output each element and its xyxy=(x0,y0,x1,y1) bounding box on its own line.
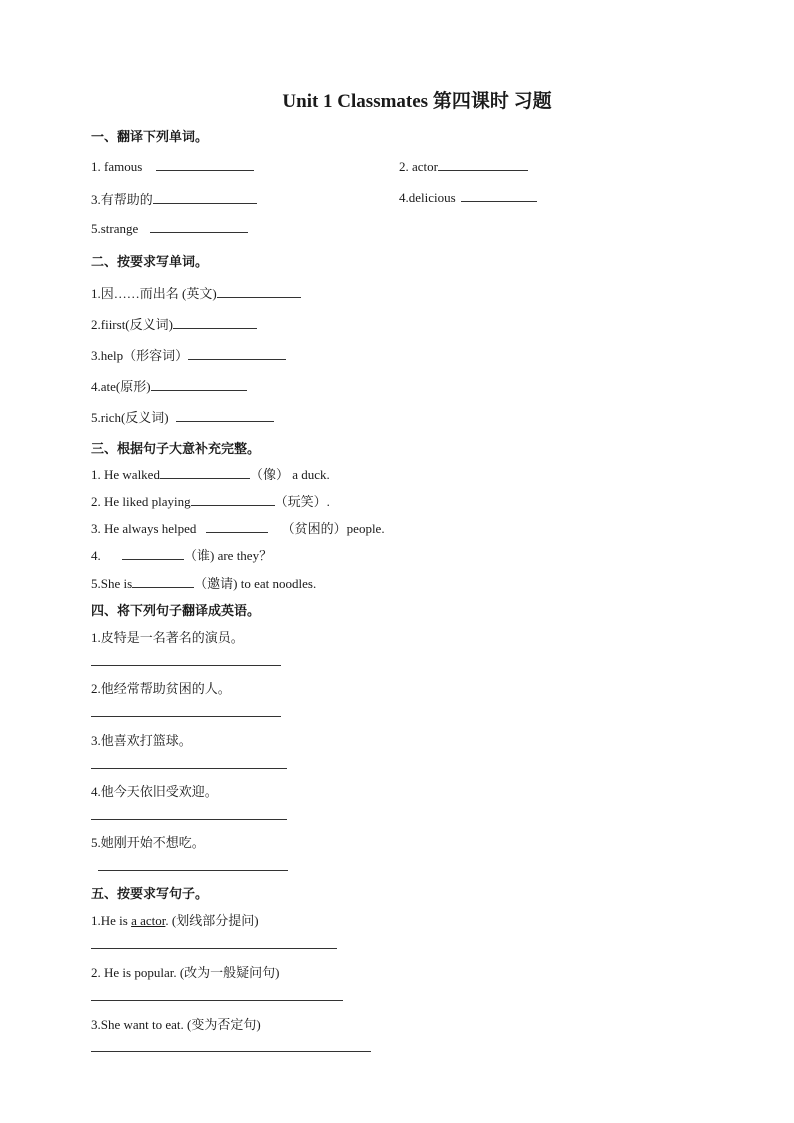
section-2-heading: 二、按要求写单词。 xyxy=(91,254,209,269)
s1-item-1-text: 1. famous xyxy=(91,159,143,174)
s2-item-5-blank xyxy=(176,409,274,422)
s4-item-3-answer-line xyxy=(91,768,287,769)
s3-item-3-blank xyxy=(206,520,268,533)
s3-item-1-text: 1. He walked xyxy=(91,467,160,482)
s2-item-2-text: 2.fiirst(反义词) xyxy=(91,317,173,332)
s4-item-2-answer-line xyxy=(91,716,281,717)
s4-item-1: 1.皮特是一名著名的演员。 xyxy=(91,630,244,645)
s3-item-2-text: 2. He liked playing xyxy=(91,494,191,509)
s1-item-3 xyxy=(91,189,257,208)
s5-item-1 xyxy=(91,910,259,929)
s3-item-3 xyxy=(91,518,385,537)
s2-item-4-text: 4.ate(原形) xyxy=(91,379,151,394)
s2-item-4-blank xyxy=(151,378,247,391)
s5-item-2: 2. He is popular. (改为一般疑问句) xyxy=(91,965,280,980)
s2-item-4 xyxy=(91,376,247,395)
section-1-heading: 一、翻译下列单词。 xyxy=(91,129,209,144)
s1-item-5-blank xyxy=(150,220,248,233)
section-3-heading: 三、根据句子大意补充完整。 xyxy=(91,441,261,456)
s3-item-4 xyxy=(91,545,272,564)
s1-item-4-text: 4.delicious xyxy=(399,190,456,205)
s4-item-1-answer-line xyxy=(91,665,281,666)
s4-item-4-answer-line xyxy=(91,819,287,820)
s3-item-1-blank xyxy=(160,466,250,479)
s3-item-4-blank xyxy=(122,547,184,560)
s1-item-1 xyxy=(91,158,254,175)
s5-item-1-text: 1.He is xyxy=(91,913,132,928)
s2-item-1-blank xyxy=(217,285,301,298)
s3-item-1 xyxy=(91,464,330,483)
s1-item-4-blank xyxy=(461,189,537,202)
s5-item-1-answer-line xyxy=(91,948,337,949)
s2-item-2-blank xyxy=(173,316,257,329)
s3-item-5-hint: （邀请) to eat noodles. xyxy=(194,576,317,591)
s4-item-5-answer-line xyxy=(98,870,288,871)
s4-item-4: 4.他今天依旧受欢迎。 xyxy=(91,784,218,799)
s1-item-3-blank xyxy=(153,191,257,204)
s3-item-2 xyxy=(91,491,330,510)
s1-item-2 xyxy=(399,158,528,175)
s1-item-5-text: 5.strange xyxy=(91,221,139,236)
s3-item-4-hint: （谁) are they？ xyxy=(184,548,273,563)
s5-item-3-answer-line xyxy=(91,1051,371,1052)
s2-item-2 xyxy=(91,314,257,333)
section-5-heading: 五、按要求写句子。 xyxy=(91,886,209,901)
s2-item-1 xyxy=(91,283,301,302)
s4-item-3: 3.他喜欢打篮球。 xyxy=(91,733,192,748)
s3-item-5-blank xyxy=(132,575,194,588)
s3-item-5 xyxy=(91,573,316,592)
s1-item-5 xyxy=(91,220,248,237)
s1-item-2-text: 2. actor xyxy=(399,159,438,174)
s3-item-3-text: 3. He always helped xyxy=(91,521,197,536)
s1-item-3-text: 3.有帮助的 xyxy=(91,192,153,207)
s5-item-1-underlined: a actor xyxy=(131,913,166,928)
section-4-heading: 四、将下列句子翻译成英语。 xyxy=(91,603,261,618)
s5-item-2-answer-line xyxy=(91,1000,343,1001)
s1-item-4 xyxy=(399,189,537,206)
s3-item-2-hint: （玩笑）. xyxy=(274,494,330,509)
s2-item-5-text: 5.rich(反义词) xyxy=(91,410,169,425)
s2-item-3-blank xyxy=(188,347,286,360)
page-title: Unit 1 Classmates 第四课时 习题 xyxy=(282,91,552,112)
s3-item-5-text: 5.She is xyxy=(91,576,133,591)
s3-item-1-hint: （像） a duck. xyxy=(249,467,330,482)
s3-item-3-hint: （贫困的）people. xyxy=(281,521,385,536)
s2-item-3-text: 3.help（形容词） xyxy=(91,348,189,363)
s2-item-1-text: 1.因……而出名 (英文) xyxy=(91,286,217,301)
s3-item-4-text: 4. xyxy=(91,548,101,563)
s5-item-1-instruction: . (划线部分提问) xyxy=(165,913,259,928)
s1-item-2-blank xyxy=(438,158,528,171)
s4-item-5: 5.她刚开始不想吃。 xyxy=(91,835,205,850)
s1-item-1-blank xyxy=(156,158,254,171)
s3-item-2-blank xyxy=(191,493,275,506)
s5-item-3: 3.She want to eat. (变为否定句) xyxy=(91,1017,261,1032)
s2-item-3 xyxy=(91,345,286,364)
s4-item-2: 2.他经常帮助贫困的人。 xyxy=(91,681,231,696)
s2-item-5 xyxy=(91,407,274,426)
